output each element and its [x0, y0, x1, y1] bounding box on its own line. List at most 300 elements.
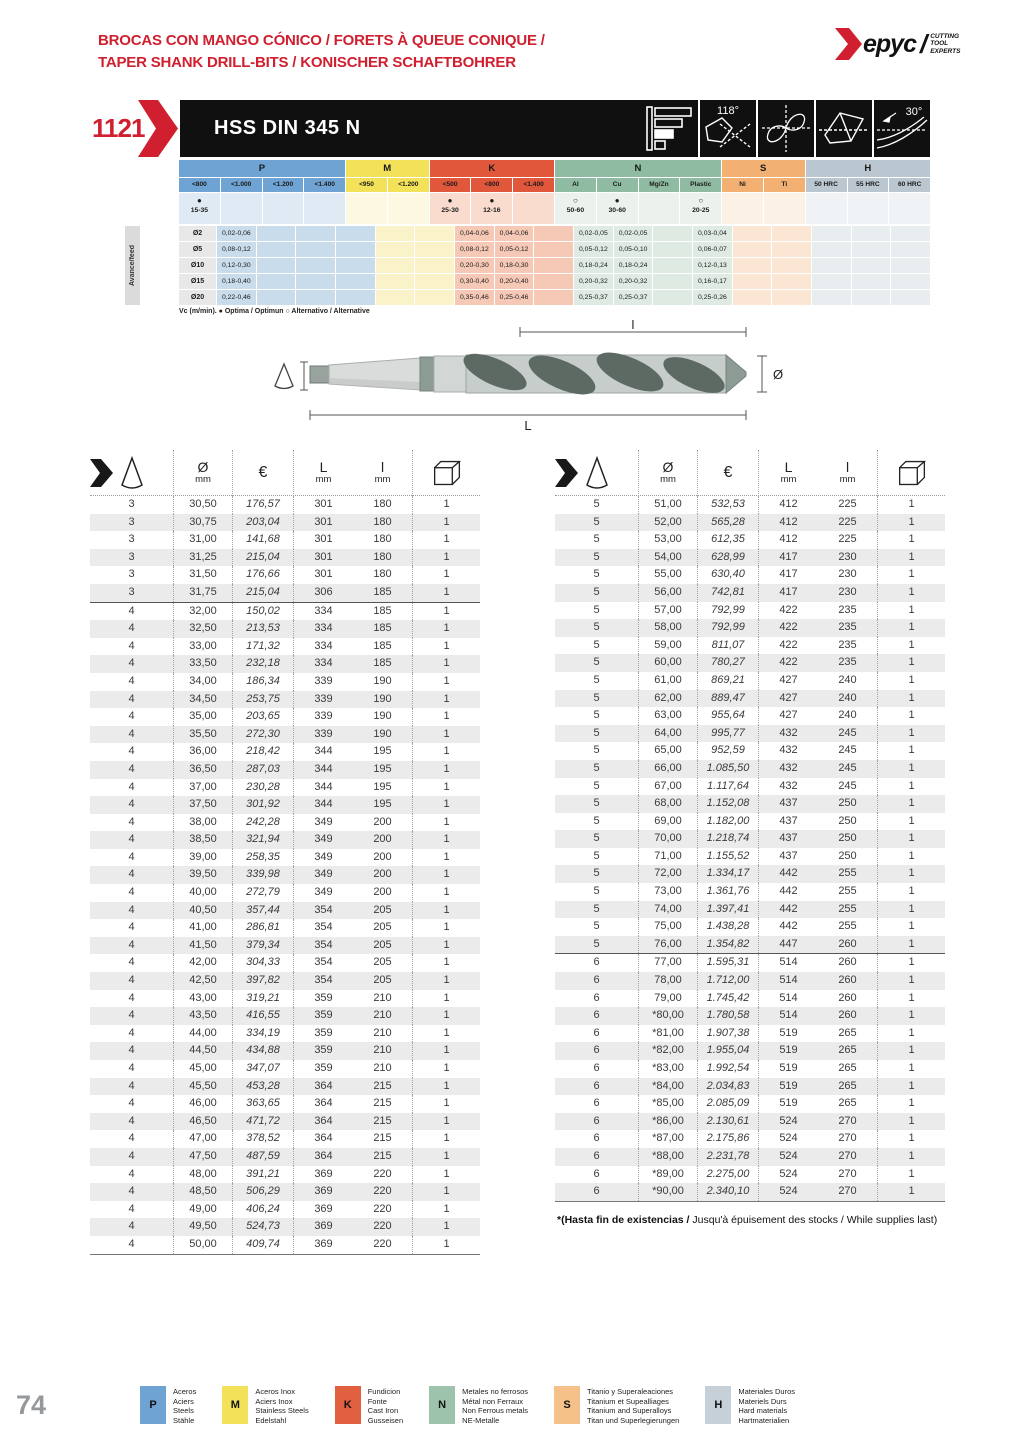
cell-price: 1.361,76: [697, 883, 758, 901]
cell-diameter: 78,00: [638, 972, 697, 990]
cell-morse-taper: 3: [128, 533, 135, 546]
cell-morse-taper: 5: [593, 638, 600, 651]
cell-qty: 1: [877, 760, 945, 778]
cell-overall-length: 359: [293, 1007, 353, 1025]
material-legend-line: Hard materials: [738, 1406, 788, 1416]
material-subcolumn-header: <1.400: [513, 178, 554, 192]
cell-overall-length: 334: [293, 655, 353, 673]
catalog-row: [90, 972, 480, 990]
cell-overall-length: 412: [758, 514, 818, 532]
point-angle-118-icon: [700, 100, 756, 157]
cell-price: 2.231,78: [697, 1148, 758, 1166]
material-legend-item: [222, 1386, 308, 1425]
cell-qty: 1: [877, 990, 945, 1008]
vc-value: [263, 206, 304, 215]
cell-morse-taper: 4: [128, 762, 135, 775]
catalog-row: [90, 1025, 480, 1043]
feed-cell: [534, 242, 573, 257]
cell-flute-length: 230: [838, 550, 857, 563]
cell-overall-length: 427: [758, 690, 818, 708]
material-subcolumn-header: Ti: [764, 178, 805, 192]
material-group-header: S: [722, 160, 805, 177]
cell-overall-length: 364: [293, 1130, 353, 1148]
cell-overall-length: 417: [758, 566, 818, 584]
cell-qty: 1: [412, 954, 480, 972]
cell-flute-length: 205: [373, 938, 392, 951]
material-subcolumn-header: <950: [346, 178, 387, 192]
cell-diameter: 38,50: [173, 831, 232, 849]
catalog-row: [555, 918, 945, 936]
material-legend-item: [140, 1386, 196, 1425]
material-legend-line: Aciers Inox: [255, 1396, 293, 1406]
cell-overall-length: 417: [758, 549, 818, 567]
vc-value: [639, 206, 680, 215]
material-group-header: P: [179, 160, 345, 177]
catalog-row: [90, 531, 480, 549]
cell-diameter: 43,50: [173, 1007, 232, 1025]
catalog-row: [90, 1007, 480, 1025]
material-legend-line: Aciers: [173, 1396, 194, 1406]
cell-flute-length: 260: [838, 974, 857, 987]
cell-flute-length: 220: [373, 1202, 392, 1215]
vc-value: 25-30: [441, 207, 459, 214]
vc-marker: [806, 195, 847, 206]
cell-flute-length: 235: [838, 638, 857, 651]
cell-qty: 1: [412, 972, 480, 990]
feed-cell: [336, 258, 375, 273]
cell-price: 203,65: [232, 708, 293, 726]
cell-flute-length: 270: [838, 1185, 857, 1198]
feed-cell: [733, 290, 772, 305]
cell-flute-length: 215: [373, 1114, 392, 1127]
cell-diameter: 37,00: [173, 779, 232, 797]
feed-row: [179, 290, 930, 305]
cell-qty: 1: [412, 779, 480, 797]
cell-morse-taper: 5: [593, 797, 600, 810]
cell-qty: 1: [877, 830, 945, 848]
catalog-row: [90, 1201, 480, 1219]
cell-morse-taper: 6: [593, 1149, 600, 1162]
cell-flute-length: 250: [838, 797, 857, 810]
vc-cell: [430, 193, 471, 224]
feed-cell: [296, 274, 335, 289]
cell-morse-taper: 4: [128, 903, 135, 916]
cell-qty: 1: [412, 849, 480, 867]
material-legend-item: [335, 1386, 403, 1425]
cell-qty: 1: [877, 496, 945, 514]
feed-cell: 0,25-0,37: [574, 290, 613, 305]
vc-marker: ●: [614, 196, 620, 205]
cell-morse-taper: 4: [128, 1167, 135, 1180]
cell-diameter: 41,50: [173, 937, 232, 955]
cell-price: 186,34: [232, 673, 293, 691]
cell-overall-length: 359: [293, 1042, 353, 1060]
catalog-row: [555, 1007, 945, 1025]
cell-qty: 1: [877, 584, 945, 602]
cell-diameter: 39,50: [173, 866, 232, 884]
feed-cell: [534, 274, 573, 289]
material-legend-line: Titanio y Superaleaciones: [587, 1387, 674, 1396]
cell-diameter: 60,00: [638, 654, 697, 672]
col-diameter: Ø mm: [638, 450, 697, 496]
feed-cell: 0,04-0,06: [495, 226, 534, 241]
vc-value: 50-60: [566, 207, 585, 214]
cell-overall-length: 364: [293, 1095, 353, 1113]
cell-price: 304,33: [232, 954, 293, 972]
cell-flute-length: 235: [838, 603, 857, 616]
cell-diameter: 57,00: [638, 602, 697, 620]
cell-diameter: 33,00: [173, 638, 232, 656]
cell-price: 357,44: [232, 902, 293, 920]
material-subcolumn-header: 55 HRC: [848, 178, 889, 192]
cell-qty: 1: [412, 726, 480, 744]
cell-morse-taper: 5: [593, 937, 600, 950]
material-legend-line: Stähle: [173, 1415, 195, 1425]
vc-cell: [346, 193, 387, 224]
cell-qty: 1: [877, 936, 945, 954]
catalog-row: [90, 514, 480, 532]
material-code-badge: H: [705, 1386, 731, 1424]
cell-morse-taper: 4: [128, 745, 135, 758]
catalog-row: [555, 953, 945, 972]
col-overall-length: L mm: [758, 450, 818, 496]
cell-flute-length: 185: [373, 622, 392, 635]
cell-flute-length: 220: [373, 1167, 392, 1180]
cell-morse-taper: 5: [593, 673, 600, 686]
cell-morse-taper: 6: [593, 1026, 600, 1039]
cell-flute-length: 190: [373, 727, 392, 740]
catalog-row: [555, 1095, 945, 1113]
cell-price: 215,04: [232, 584, 293, 602]
cell-qty: 1: [877, 865, 945, 883]
cell-price: 1.745,42: [697, 990, 758, 1008]
cell-price: 176,57: [232, 496, 293, 514]
cell-price: 319,21: [232, 990, 293, 1008]
cell-price: 612,35: [697, 531, 758, 549]
brand-name: epyc: [863, 29, 916, 58]
product-name: HSS DIN 345 N: [214, 117, 361, 139]
cell-morse-taper: 4: [128, 622, 135, 635]
cell-overall-length: 437: [758, 848, 818, 866]
cell-overall-length: 359: [293, 1025, 353, 1043]
feed-cell: [415, 226, 454, 241]
drill-dimension-diagram: [270, 320, 790, 432]
cell-price: 1.354,82: [697, 936, 758, 954]
vc-cell: [388, 193, 429, 224]
cell-overall-length: 301: [293, 549, 353, 567]
feed-cell: [852, 226, 891, 241]
cell-diameter: 38,00: [173, 814, 232, 832]
speed-group-header-row: [179, 160, 930, 177]
cell-qty: 1: [877, 1060, 945, 1078]
cell-morse-taper: 5: [593, 621, 600, 634]
catalog-row: [90, 937, 480, 955]
cell-overall-length: 354: [293, 902, 353, 920]
feed-cell: [772, 242, 811, 257]
cell-morse-taper: 6: [593, 991, 600, 1004]
brand-logo: [833, 28, 960, 60]
feed-cell: [534, 226, 573, 241]
cell-price: 811,07: [697, 637, 758, 655]
cell-overall-length: 369: [293, 1218, 353, 1236]
cell-price: 1.334,17: [697, 865, 758, 883]
cell-diameter: 63,00: [638, 707, 697, 725]
catalog-row: [90, 1236, 480, 1254]
cell-price: 2.275,00: [697, 1166, 758, 1184]
catalog-row: [555, 865, 945, 883]
cell-flute-length: 225: [838, 515, 857, 528]
feed-cell: [296, 290, 335, 305]
feed-cell: 0,22-0,46: [217, 290, 256, 305]
cell-diameter: 34,50: [173, 691, 232, 709]
catalog-row: [90, 602, 480, 621]
cell-price: 242,28: [232, 814, 293, 832]
cell-price: 952,59: [697, 742, 758, 760]
cell-qty: 1: [877, 848, 945, 866]
material-subcolumn-header: Mg/Zn: [639, 178, 680, 192]
cell-diameter: 74,00: [638, 901, 697, 919]
cell-diameter: *84,00: [638, 1078, 697, 1096]
vc-value: [388, 206, 429, 215]
feed-cell: 0,18-0,24: [574, 258, 613, 273]
feed-row-label: Ø10: [179, 258, 216, 273]
vc-marker: [346, 195, 387, 206]
vc-value: [722, 206, 763, 215]
cell-qty: 1: [412, 1007, 480, 1025]
cell-morse-taper: 4: [128, 674, 135, 687]
feed-cell: [852, 290, 891, 305]
cell-price: 2.175,86: [697, 1130, 758, 1148]
supplies-footnote-bold: *(Hasta fin de existencias /: [557, 1214, 690, 1226]
material-subcolumn-header: 50 HRC: [806, 178, 847, 192]
cell-price: 2.085,09: [697, 1095, 758, 1113]
cell-price: 792,99: [697, 619, 758, 637]
catalog-row: [90, 1113, 480, 1131]
vc-cell: [722, 193, 763, 224]
feed-cell: 0,06-0,07: [693, 242, 732, 257]
catalog-row: [555, 848, 945, 866]
feed-cell: [812, 290, 851, 305]
page-title: [98, 30, 545, 74]
vc-cell: [179, 193, 220, 224]
cell-overall-length: 514: [758, 990, 818, 1008]
cell-overall-length: 301: [293, 566, 353, 584]
cell-qty: 1: [877, 795, 945, 813]
feed-cell: [376, 242, 415, 257]
cell-diameter: 48,50: [173, 1183, 232, 1201]
cell-price: 2.130,61: [697, 1113, 758, 1131]
svg-text:118°: 118°: [717, 105, 739, 117]
feed-cell: [852, 242, 891, 257]
feed-cell: [336, 242, 375, 257]
vc-value: [764, 206, 805, 215]
cell-flute-length: 200: [373, 886, 392, 899]
flute-length-label: l: [631, 320, 635, 332]
cell-qty: 1: [412, 566, 480, 584]
cell-overall-length: 349: [293, 831, 353, 849]
catalog-row: [555, 584, 945, 602]
feed-cell: 0,25-0,37: [614, 290, 653, 305]
cell-qty: 1: [412, 796, 480, 814]
catalog-row: [555, 990, 945, 1008]
cell-flute-length: 265: [838, 1044, 857, 1057]
vc-cell: [597, 193, 638, 224]
vc-cell: [764, 193, 805, 224]
feed-cell: 0,05-0,12: [574, 242, 613, 257]
cell-qty: 1: [412, 866, 480, 884]
cell-morse-taper: 4: [128, 1202, 135, 1215]
vc-marker: [764, 195, 805, 206]
cell-diameter: 56,00: [638, 584, 697, 602]
cell-price: 869,21: [697, 672, 758, 690]
cell-diameter: 54,00: [638, 549, 697, 567]
cell-qty: 1: [877, 654, 945, 672]
cell-qty: 1: [412, 514, 480, 532]
cell-morse-taper: 5: [593, 585, 600, 598]
feed-cell: 0,30-0,40: [455, 274, 494, 289]
cell-overall-length: 369: [293, 1201, 353, 1219]
cell-diameter: 52,00: [638, 514, 697, 532]
feed-cell: [336, 290, 375, 305]
cell-diameter: 41,00: [173, 919, 232, 937]
feed-row: [179, 226, 930, 241]
col-packaging: [877, 450, 945, 496]
cell-morse-taper: 3: [128, 568, 135, 581]
cell-qty: 1: [412, 673, 480, 691]
catalog-row: [555, 778, 945, 796]
cell-flute-length: 270: [838, 1114, 857, 1127]
cell-morse-taper: 4: [128, 727, 135, 740]
cell-overall-length: 432: [758, 725, 818, 743]
cell-morse-taper: 4: [128, 974, 135, 987]
cell-overall-length: 514: [758, 1007, 818, 1025]
cell-qty: 1: [412, 1078, 480, 1096]
catalog-row: [90, 761, 480, 779]
cell-qty: 1: [412, 990, 480, 1008]
catalog-row: [555, 760, 945, 778]
cell-flute-length: 195: [373, 745, 392, 758]
feed-cell: 0,20-0,30: [455, 258, 494, 273]
catalog-row: [555, 1148, 945, 1166]
catalog-row: [555, 690, 945, 708]
feed-cell: 0,25-0,26: [693, 290, 732, 305]
cell-qty: 1: [412, 1148, 480, 1166]
feed-cell: [653, 258, 692, 273]
cell-price: 524,73: [232, 1218, 293, 1236]
vc-value: 20-25: [692, 207, 710, 214]
feed-row-label: Ø5: [179, 242, 216, 257]
cell-price: 379,34: [232, 937, 293, 955]
cell-diameter: 35,00: [173, 708, 232, 726]
cell-diameter: 64,00: [638, 725, 697, 743]
vc-marker: [388, 195, 429, 206]
vc-cell: [889, 193, 930, 224]
cell-qty: 1: [412, 1183, 480, 1201]
cell-diameter: 71,00: [638, 848, 697, 866]
catalog-row: [555, 672, 945, 690]
cell-price: 215,04: [232, 549, 293, 567]
cell-overall-length: 344: [293, 761, 353, 779]
cell-flute-length: 225: [838, 498, 857, 510]
cell-flute-length: 210: [373, 1009, 392, 1022]
catalog-row: [555, 742, 945, 760]
cell-overall-length: 369: [293, 1183, 353, 1201]
cell-morse-taper: 5: [593, 832, 600, 845]
material-code-badge: S: [554, 1386, 580, 1424]
catalog-row: [555, 566, 945, 584]
cell-flute-length: 205: [373, 921, 392, 934]
catalog-row: [555, 1078, 945, 1096]
col-flute-length: l mm: [839, 459, 856, 485]
feed-cell: [376, 258, 415, 273]
cell-price: 1.117,64: [697, 778, 758, 796]
cell-price: 176,66: [232, 566, 293, 584]
catalog-row: [90, 1218, 480, 1236]
cell-overall-length: 432: [758, 742, 818, 760]
page-number: 74: [16, 1390, 47, 1420]
cell-overall-length: 339: [293, 691, 353, 709]
vc-value: 12-16: [483, 207, 501, 214]
vc-cell: [304, 193, 345, 224]
vc-marker: ○: [573, 196, 578, 205]
cell-price: 286,81: [232, 919, 293, 937]
cell-qty: 1: [412, 1042, 480, 1060]
cell-overall-length: 524: [758, 1130, 818, 1148]
cell-overall-length: 519: [758, 1042, 818, 1060]
cell-overall-length: 349: [293, 884, 353, 902]
cell-diameter: 36,00: [173, 743, 232, 761]
cell-flute-length: 260: [838, 937, 857, 950]
cell-diameter: *86,00: [638, 1113, 697, 1131]
cell-qty: 1: [412, 902, 480, 920]
cell-overall-length: 432: [758, 760, 818, 778]
cell-flute-length: 190: [373, 674, 392, 687]
material-legend-item: [705, 1386, 795, 1425]
material-legend-line: Materiales Duros: [738, 1387, 796, 1396]
cell-price: 1.397,41: [697, 901, 758, 919]
cell-flute-length: 260: [838, 991, 857, 1004]
cell-price: 955,64: [697, 707, 758, 725]
cell-price: 334,19: [232, 1025, 293, 1043]
material-subcolumn-header: <500: [430, 178, 471, 192]
feed-cell: 0,05-0,12: [495, 242, 534, 257]
cell-morse-taper: 4: [128, 710, 135, 723]
cell-flute-length: 215: [373, 1097, 392, 1110]
cell-flute-length: 185: [373, 639, 392, 652]
vc-value: [806, 206, 847, 215]
cell-price: 630,40: [697, 566, 758, 584]
cell-morse-taper: 4: [128, 1220, 135, 1233]
cell-overall-length: 514: [758, 954, 818, 972]
cell-flute-length: 235: [838, 621, 857, 634]
cell-overall-length: 334: [293, 620, 353, 638]
material-legend-item: [429, 1386, 528, 1425]
cell-price: 287,03: [232, 761, 293, 779]
cell-flute-length: 265: [838, 1079, 857, 1092]
cell-qty: 1: [877, 1148, 945, 1166]
cell-diameter: 47,00: [173, 1130, 232, 1148]
cell-overall-length: 427: [758, 707, 818, 725]
cell-overall-length: 349: [293, 814, 353, 832]
cell-price: 253,75: [232, 691, 293, 709]
cell-flute-length: 240: [838, 709, 857, 722]
cell-flute-length: 205: [373, 903, 392, 916]
cell-morse-taper: 4: [128, 798, 135, 811]
feed-cell: 0,12-0,13: [693, 258, 732, 273]
cell-qty: 1: [877, 1042, 945, 1060]
feed-cell: [376, 274, 415, 289]
cell-diameter: 33,50: [173, 655, 232, 673]
